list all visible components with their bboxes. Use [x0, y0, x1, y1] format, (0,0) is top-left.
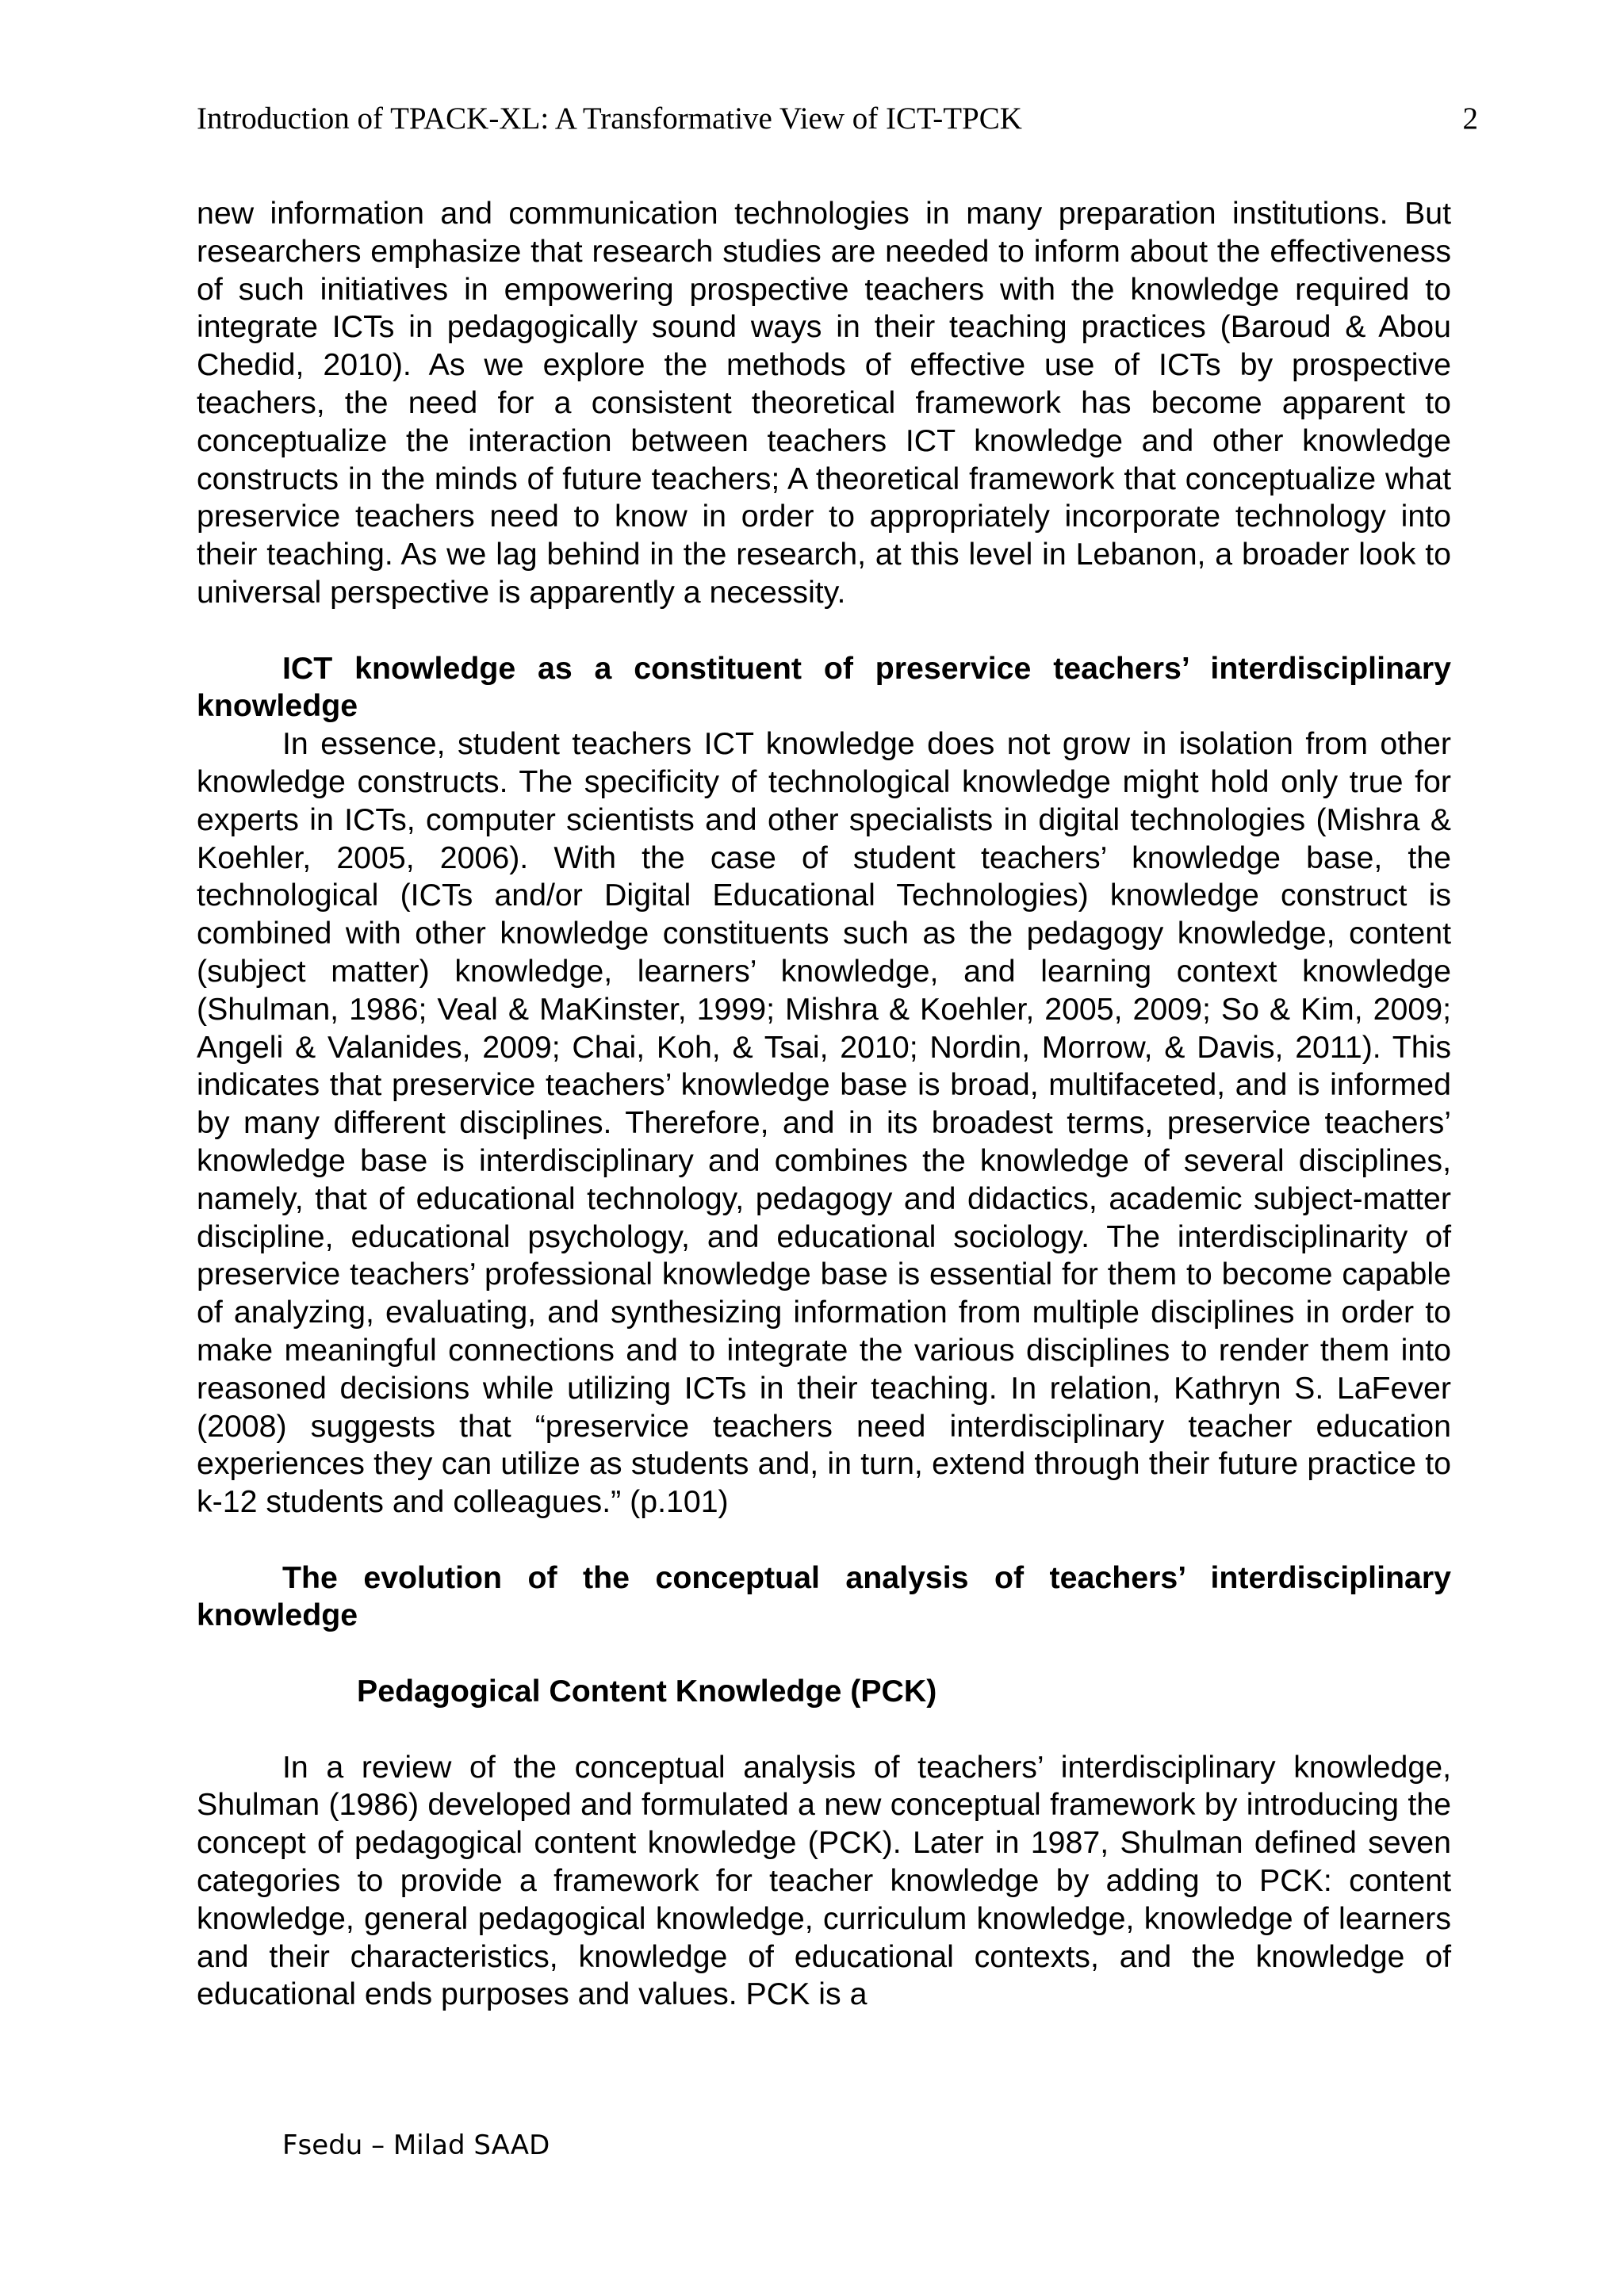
section-heading-ict-knowledge: ICT knowledge as a constituent of preservice teachers’ interdisciplinary knowledge	[197, 650, 1451, 724]
paragraph-spacer	[197, 1711, 1451, 1749]
page-number: 2	[1462, 101, 1478, 136]
section-heading-evolution: The evolution of the conceptual analysis of teachers’ interdisciplinary knowledge	[197, 1559, 1451, 1633]
paragraph-pck: In a review of the conceptual analysis of teachers’ interdisciplinary knowledge, Shulman (1986) developed and formulated a new conceptual framework by introducing the concept of pedagogical content knowledge (PCK). Later in 1987, Shulman defined seven categories to provide a framework for teacher knowledge by adding to PCK: content knowledge, general pedagogical knowledge, curriculum knowledge, knowledge of learners and their characteristics, knowledge of educational contexts, and the knowledge of educational ends purposes and values. PCK is a	[197, 1749, 1451, 2012]
paragraph-intro: new information and communication technologies in many preparation institutions. But researchers emphasize that research studies are needed to inform about the effectiveness of such initiatives in empowering prospective teachers with the knowledge required to integrate ICTs in pedagogically sound ways in their teaching practices (Baroud & Abou Chedid, 2010). As we explore the methods of effective use of ICTs by prospective teachers, the need for a consistent theoretical framework has become apparent to conceptualize the interaction between teachers ICT knowledge and other knowledge constructs in the minds of future teachers; A theoretical framework that conceptualize what preservice teachers need to know in order to appropriately incorporate technology into their teaching. As we lag behind in the research, at this level in Lebanon, a broader look to universal perspective is apparently a necessity.	[197, 196, 1451, 610]
body-text	[197, 195, 1451, 2014]
page-footer: Fsedu – Milad SAAD	[282, 2130, 550, 2161]
paragraph-ict-knowledge: In essence, student teachers ICT knowledge does not grow in isolation from other knowledge constructs. The specificity of technological knowledge might hold only true for experts in ICTs, computer scientists and other specialists in digital technologies (Mishra & Koehler, 2005, 2006). With the case of student teachers’ knowledge base, the technological (ICTs and/or Digital Educational Technologies) knowledge construct is combined with other knowledge constituents such as the pedagogy knowledge, content (subject matter) knowledge, learners’ knowledge, and learning context knowledge (Shulman, 1986; Veal & MaKinster, 1999; Mishra & Koehler, 2005, 2009; So & Kim, 2009; Angeli & Valanides, 2009; Chai, Koh, & Tsai, 2010; Nordin, Morrow, & Davis, 2011). This indicates that preservice teachers’ knowledge base is broad, multifaceted, and is informed by many different disciplines. Therefore, and in its broadest terms, preservice teachers’ knowledge base is interdisciplinary and combines the knowledge of several disciplines, namely, that of educational technology, pedagogy and didactics, academic subject-matter discipline, educational psychology, and educational sociology. The interdisciplinarity of preservice teachers’ professional knowledge base is essential for them to become capable of analyzing, evaluating, and synthesizing information from multiple disciplines in order to make meaningful connections and to integrate the various disciplines to render them into reasoned decisions while utilizing ICTs in their teaching. In relation, Kathryn S. LaFever (2008) suggests that “preservice teachers need interdisciplinary teacher education experiences they can utilize as students and, in turn, extend through their future practice to k-12 students and colleagues.” (p.101)	[197, 726, 1451, 1520]
header-title: Introduction of TPACK-XL: A Transformative View of ICT-TPCK	[197, 101, 1022, 136]
running-header	[197, 95, 1478, 143]
paragraph-spacer	[197, 612, 1451, 650]
subsection-heading-pck: Pedagogical Content Knowledge (PCK)	[357, 1674, 937, 1709]
paragraph-spacer	[197, 1521, 1451, 1559]
paragraph-spacer	[197, 1635, 1451, 1673]
